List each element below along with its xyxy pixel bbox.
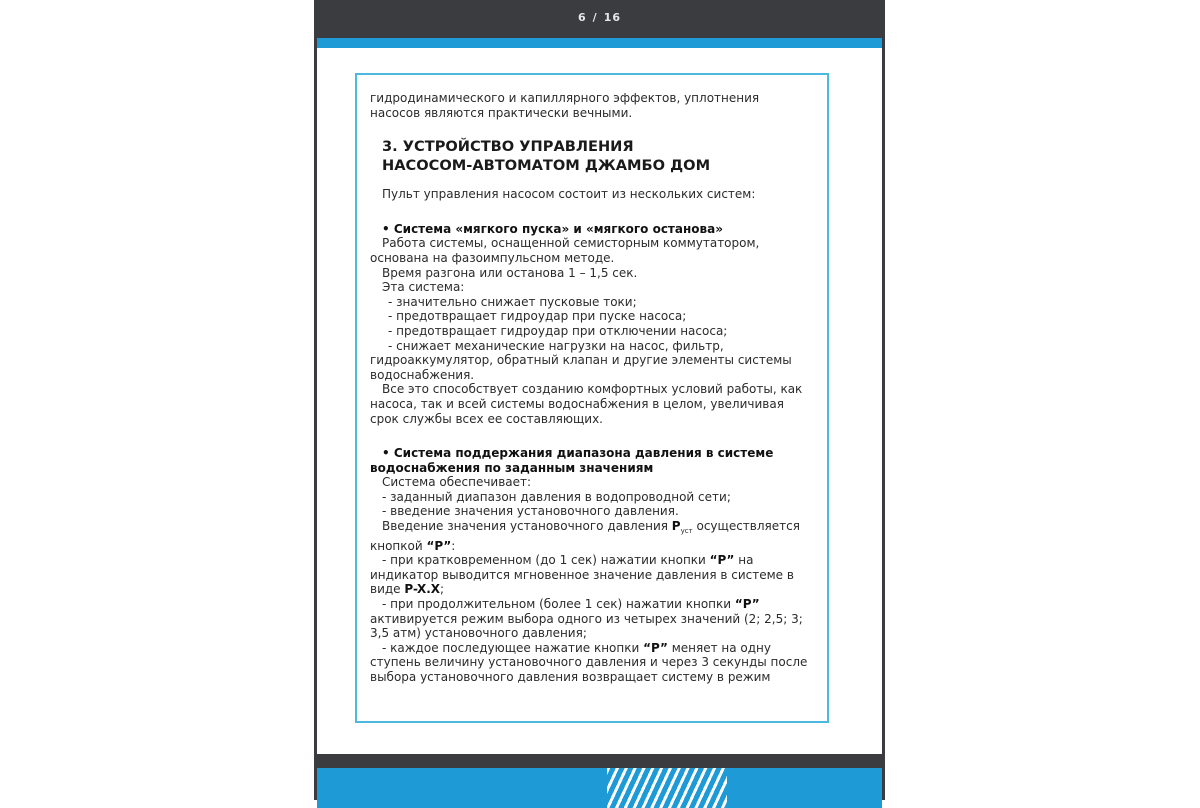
paragraph: Время разгона или останова 1 – 1,5 сек.	[382, 265, 638, 280]
list-item: ступень величину установочного давления и через 3 секунды после	[370, 655, 808, 670]
document-page	[317, 38, 882, 754]
paragraph: Работа системы, оснащенной семисторным коммутатором,	[382, 236, 760, 251]
list-item	[370, 641, 820, 656]
list-item: - значительно снижает пусковые токи;	[388, 294, 637, 309]
text-run: - каждое последующее нажатие кнопки	[382, 640, 644, 655]
button-label-p: “P”	[709, 553, 735, 568]
text-run: меняет на одну	[667, 640, 772, 655]
next-page-preview[interactable]	[317, 768, 882, 808]
list-item	[370, 597, 820, 612]
list-item: 3,5 атм) установочного давления;	[370, 626, 587, 641]
section-lead: Пульт управления насосом состоит из нескольких систем:	[382, 187, 756, 202]
text-run: кнопкой	[370, 538, 427, 553]
list-item	[370, 582, 820, 597]
text-run: :	[451, 538, 456, 553]
intro-text: гидродинамического и капиллярного эффектов, уплотнения	[370, 91, 760, 105]
list-item: - предотвращает гидроудар при пуске насоса;	[388, 309, 687, 324]
text-run: ;	[440, 582, 445, 597]
next-page-header-band	[317, 768, 882, 808]
text-run: Введение значения установочного давления	[382, 519, 672, 534]
button-label-p: “P”	[426, 538, 452, 553]
text-run: - при кратковременном (до 1 сек) нажатии кнопки	[382, 553, 710, 568]
text-run: - при продолжительном (более 1 сек) нажатии кнопки	[382, 597, 735, 612]
paragraph: основана на фазоимпульсном методе.	[370, 250, 615, 265]
bullet-heading: • Система «мягкого пуска» и «мягкого останова»	[382, 221, 723, 236]
section-title: 3. УСТРОЙСТВО УПРАВЛЕНИЯ	[382, 138, 634, 156]
text-run: осуществляется	[692, 519, 800, 534]
bullet-heading: водоснабжения по заданным значениям	[370, 460, 654, 475]
list-item: гидроаккумулятор, обратный клапан и другие элементы системы	[370, 353, 792, 368]
list-item: активируется режим выбора одного из четырех значений (2; 2,5; 3;	[370, 611, 803, 626]
section-title: НАСОСОМ-АВТОМАТОМ ДЖАМБО ДОМ	[382, 157, 711, 175]
list-item: водоснабжения.	[370, 367, 475, 382]
pressure-subscript: уст	[680, 527, 693, 536]
paragraph: срок службы всех ее составляющих.	[370, 411, 603, 426]
page-text	[370, 91, 820, 685]
list-item: - заданный диапазон давления в водопроводной сети;	[382, 489, 731, 504]
display-value: P-X.X	[404, 582, 441, 597]
intro-text: насосов являются практически вечными.	[370, 105, 633, 120]
page-header-stripe	[317, 38, 882, 48]
text-run: виде	[370, 582, 405, 597]
list-item: - предотвращает гидроудар при отключении насоса;	[388, 323, 728, 338]
paragraph: Система обеспечивает:	[382, 475, 532, 490]
list-item: выбора установочного давления возвращает систему в режим	[370, 670, 771, 684]
paragraph: Все это способствует созданию комфортных условий работы, как	[382, 382, 803, 397]
decorative-stripes	[607, 768, 727, 808]
document-viewer	[314, 0, 885, 800]
list-item	[370, 553, 820, 568]
list-item: - снижает механические нагрузки на насос, фильтр,	[388, 338, 724, 353]
total-pages: 16	[603, 10, 621, 24]
list-item: индикатор выводится мгновенное значение давления в системе в	[370, 567, 794, 582]
paragraph: насоса, так и всей системы водоснабжения в целом, увеличивая	[370, 396, 784, 411]
pressure-symbol: P	[671, 519, 681, 534]
paragraph	[370, 539, 820, 554]
button-label-p: “P”	[734, 597, 760, 612]
paragraph: Эта система:	[382, 280, 465, 295]
paragraph	[370, 519, 820, 539]
bullet-heading: • Система поддержания диапазона давления в системе	[382, 446, 774, 461]
button-label-p: “P”	[643, 640, 668, 655]
viewer-toolbar	[314, 0, 885, 34]
page-separator: /	[592, 10, 598, 24]
list-item: - введение значения установочного давления.	[382, 504, 679, 519]
current-page-number: 6	[578, 10, 587, 24]
text-run: на	[734, 553, 754, 568]
